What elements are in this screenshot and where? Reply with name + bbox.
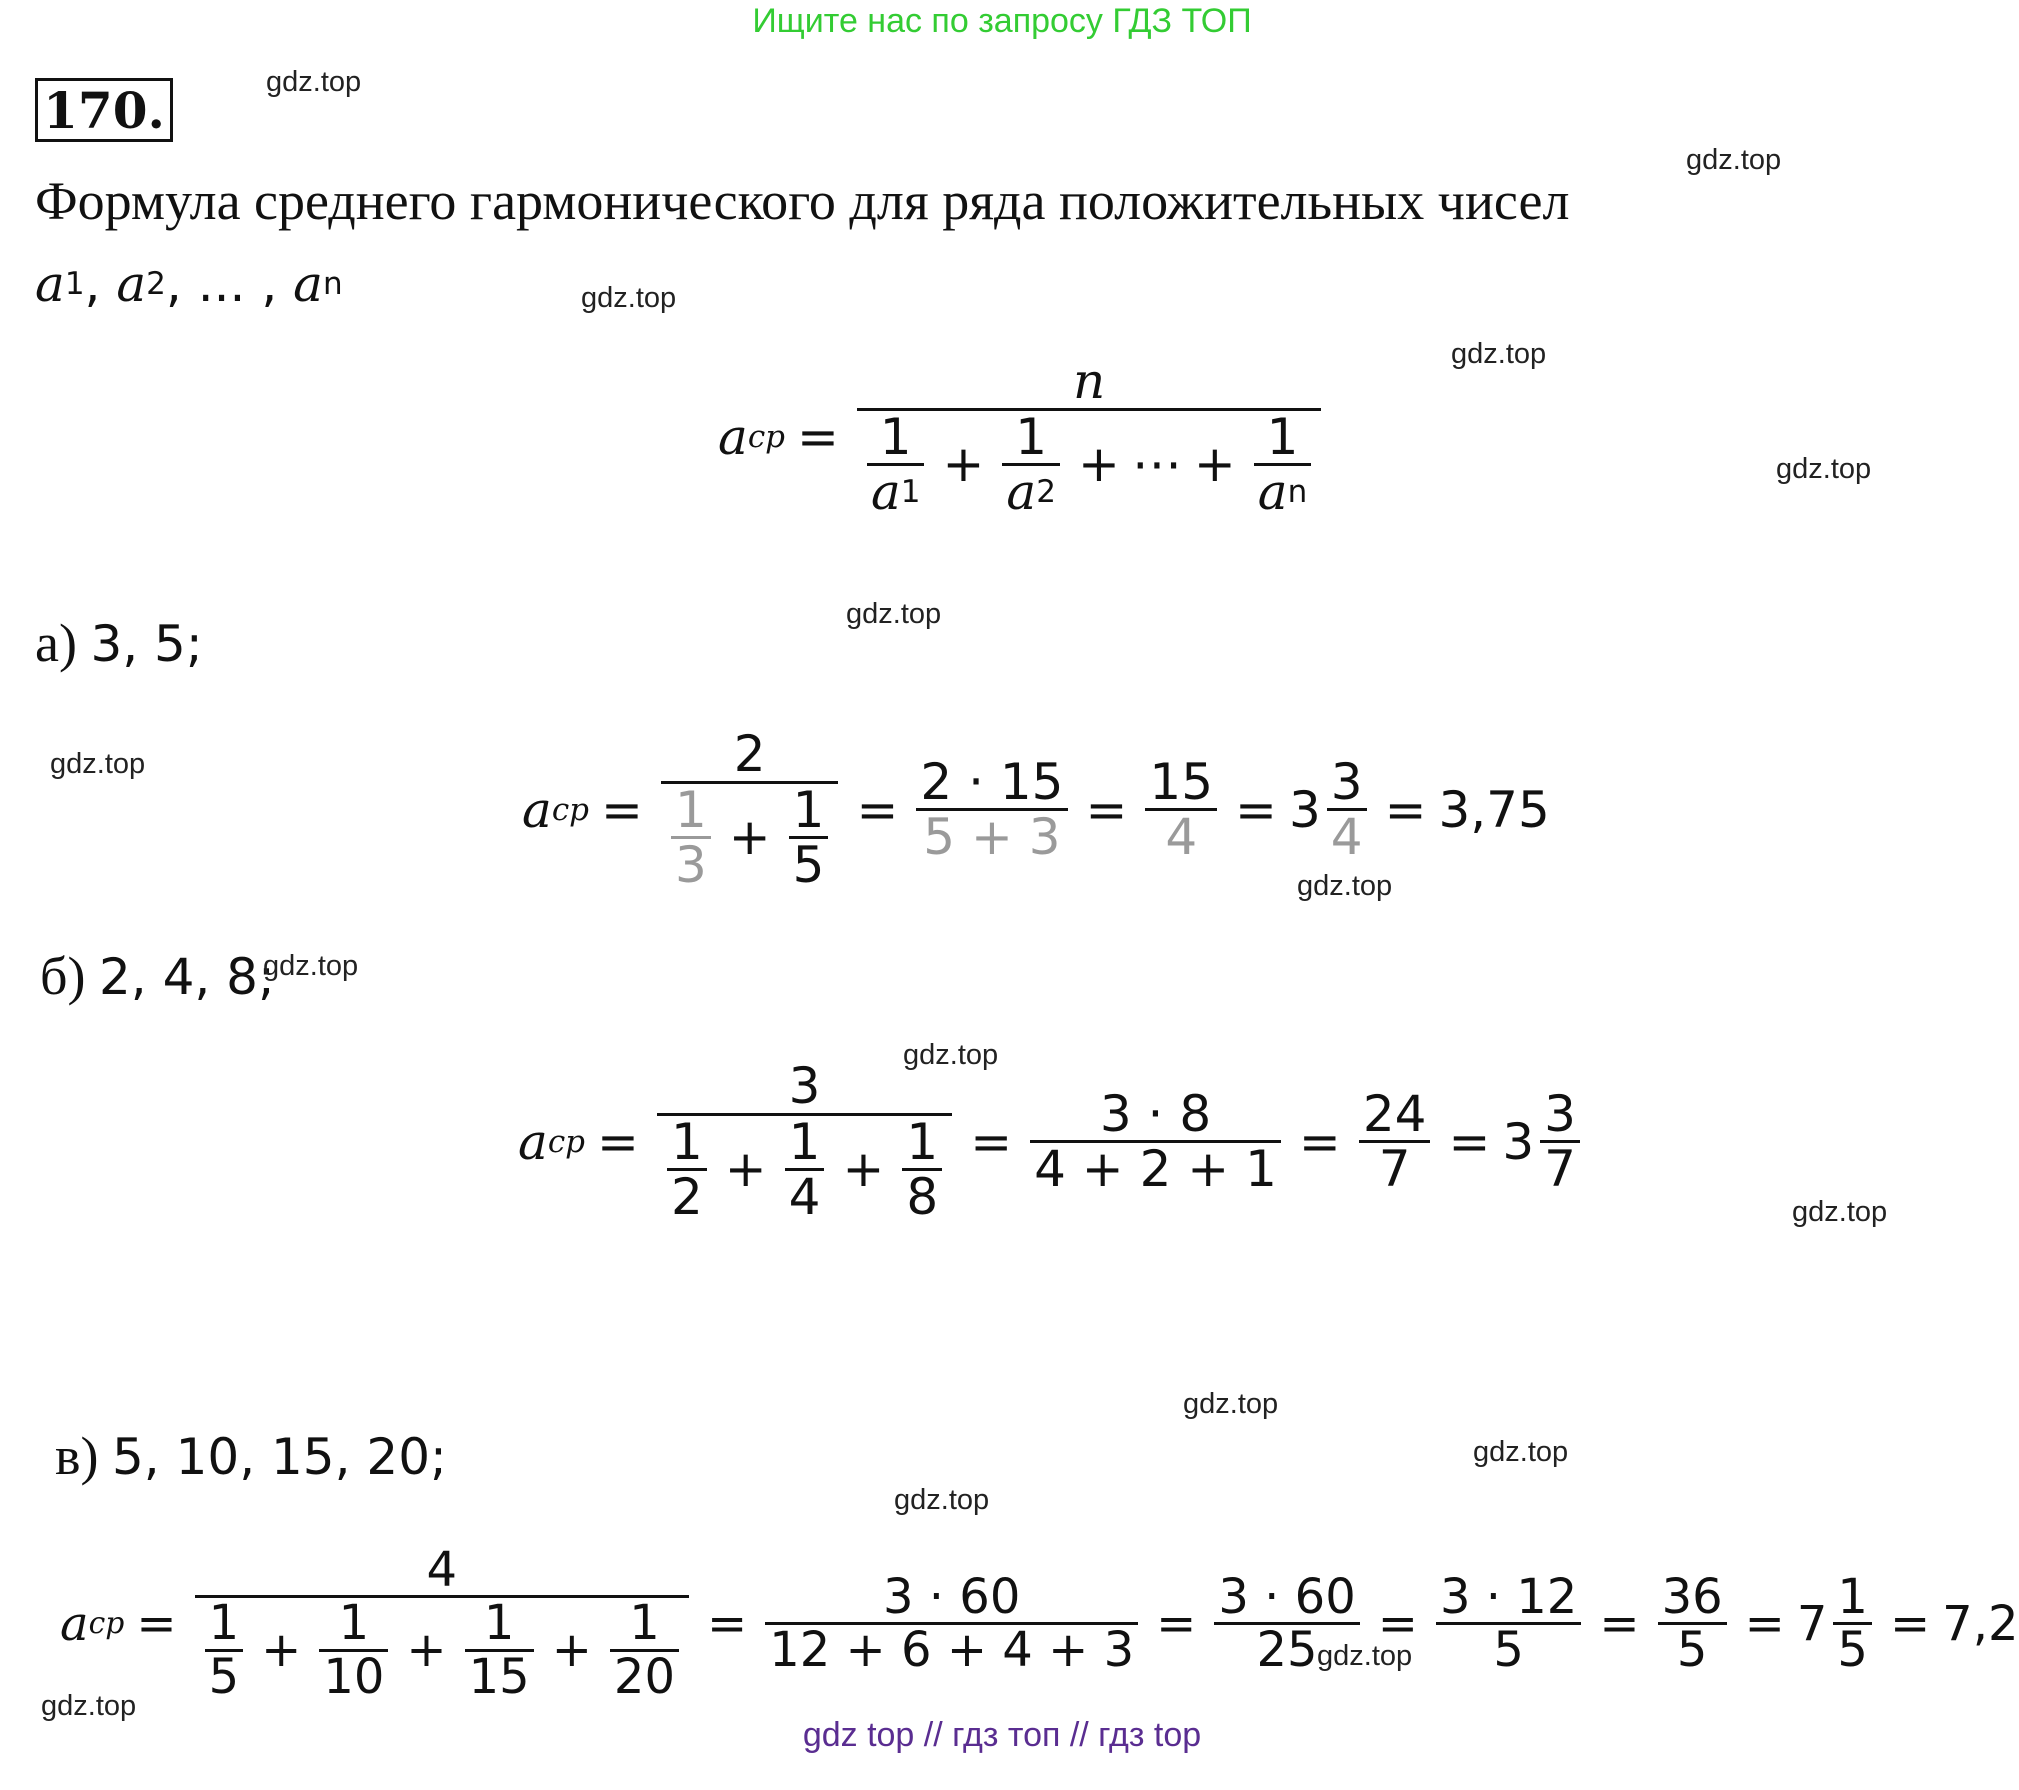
a-term-1-num: 1 <box>674 780 707 839</box>
a-eq-4: = <box>1235 780 1277 839</box>
watermark: gdz.top <box>903 1039 999 1071</box>
c-term-2 <box>319 1595 388 1705</box>
b-term-2-num: 1 <box>788 1112 821 1171</box>
b-f2-num: 3 · 8 <box>1099 1084 1212 1143</box>
main-numerator: n <box>1072 352 1106 410</box>
c-f4-den: 5 <box>1493 1622 1524 1679</box>
ellipsis: ⋯ <box>1131 435 1182 494</box>
seq-var-n: a <box>293 255 323 313</box>
b-f1-den <box>657 1112 952 1226</box>
part-a-equation <box>522 725 1550 894</box>
part-a-heading <box>35 612 203 674</box>
c-term-2-den: 10 <box>323 1648 385 1705</box>
c-lhs-var: a <box>60 1595 89 1652</box>
c-term-3 <box>465 1595 534 1705</box>
c-result: 7,2 <box>1942 1595 2019 1652</box>
a-f2-den: 5 + 3 <box>923 808 1061 867</box>
part-b-equation <box>518 1057 1586 1226</box>
a-f1-den <box>661 780 839 894</box>
watermark: gdz.top <box>1297 870 1393 902</box>
a-term-1-den: 3 <box>674 836 707 894</box>
b-term-2 <box>785 1112 825 1226</box>
lhs-var: a <box>718 407 748 466</box>
b-f1-num: 3 <box>788 1057 821 1115</box>
b-term-3-den: 8 <box>906 1168 939 1226</box>
c-term-1-num: 1 <box>208 1595 240 1652</box>
c-plus-2: + <box>406 1622 447 1679</box>
watermark: gdz.top <box>846 598 942 630</box>
b-term-1-num: 1 <box>670 1112 703 1171</box>
seq-comma-1: , <box>84 255 101 313</box>
b-term-1-den: 2 <box>670 1168 703 1226</box>
term-n-sub: n <box>1287 473 1308 510</box>
a-term-1 <box>671 780 711 894</box>
a-mixed-fraction <box>1327 752 1367 867</box>
c-fraction-1 <box>195 1542 689 1705</box>
c-eq-1: = <box>136 1595 177 1652</box>
b-eq-1: = <box>597 1112 639 1171</box>
c-plus-3: + <box>551 1622 592 1679</box>
c-fraction-4 <box>1436 1568 1581 1679</box>
c-lhs-sub: cp <box>88 1606 125 1642</box>
main-fraction <box>857 352 1321 521</box>
c-f2-den: 12 + 6 + 4 + 3 <box>769 1622 1135 1679</box>
watermark: gdz.top <box>1451 338 1547 370</box>
c-f5-den: 5 <box>1676 1622 1708 1679</box>
term-1 <box>867 407 925 521</box>
a-fraction-3 <box>1145 752 1217 867</box>
c-eq-7: = <box>1889 1595 1931 1652</box>
intro-text: Формула среднего гармонического для ряда положительных чисел <box>35 171 1570 231</box>
seq-dots: ... <box>197 255 246 313</box>
b-fraction-3 <box>1359 1084 1431 1199</box>
c-f3-num: 3 · 60 <box>1218 1568 1356 1625</box>
b-f3-den: 7 <box>1378 1140 1411 1199</box>
seq-comma-2: , <box>165 255 182 313</box>
a-mixed-whole: 3 <box>1288 780 1321 839</box>
footer-links: gdz top // гдз топ // гдз top <box>802 1716 1202 1754</box>
seq-sub-n: n <box>322 266 343 302</box>
a-eq-2: = <box>856 780 899 839</box>
lhs-sub: cp <box>747 418 786 455</box>
a-fraction-1 <box>661 725 839 894</box>
term-n-num: 1 <box>1266 407 1299 466</box>
c-f4-num: 3 · 12 <box>1439 1568 1578 1625</box>
c-plus-1: + <box>261 1622 302 1679</box>
b-lhs-var: a <box>518 1112 548 1171</box>
c-mixed-number <box>1796 1568 1878 1679</box>
b-mixed-number <box>1502 1084 1586 1199</box>
a-fraction-2 <box>916 752 1067 867</box>
c-f5-num: 36 <box>1661 1568 1723 1625</box>
watermark: gdz.top <box>263 950 359 982</box>
c-term-3-den: 15 <box>468 1648 530 1705</box>
term-2-num: 1 <box>1015 407 1048 466</box>
b-eq-3: = <box>1298 1112 1341 1171</box>
c-term-3-num: 1 <box>483 1595 515 1652</box>
term-n-var: a <box>1257 463 1288 521</box>
a-f3-num: 15 <box>1149 752 1214 811</box>
c-term-1-den: 5 <box>208 1648 240 1705</box>
plus-3: + <box>1193 435 1236 494</box>
watermark: gdz.top <box>1686 144 1782 176</box>
watermark: gdz.top <box>1183 1388 1279 1420</box>
a-f1-num: 2 <box>733 725 766 783</box>
c-mixed-den: 5 <box>1837 1622 1868 1679</box>
part-c-equation <box>60 1542 2019 1705</box>
plus-1: + <box>942 435 985 494</box>
a-eq-3: = <box>1085 780 1128 839</box>
b-eq-2: = <box>970 1112 1013 1171</box>
part-a-values: 3, 5; <box>90 615 203 673</box>
a-mixed-den: 4 <box>1330 808 1363 867</box>
part-c-label: в) <box>55 1426 99 1486</box>
b-lhs-sub: cp <box>547 1123 586 1160</box>
equals-sign: = <box>797 407 839 466</box>
seq-sub-1: 1 <box>64 266 85 302</box>
watermark: gdz.top <box>50 748 146 780</box>
term-2-sub: 2 <box>1036 473 1056 510</box>
b-term-2-den: 4 <box>788 1168 821 1226</box>
watermark: gdz.top <box>1317 1640 1413 1672</box>
seq-comma-3: , <box>261 255 278 313</box>
a-eq-5: = <box>1384 780 1427 839</box>
c-mixed-whole: 7 <box>1796 1595 1828 1652</box>
b-term-3-num: 1 <box>906 1112 939 1171</box>
harmonic-mean-formula <box>718 352 1327 521</box>
b-mixed-num: 3 <box>1544 1084 1576 1143</box>
watermark: gdz.top <box>894 1484 990 1516</box>
c-eq-5: = <box>1599 1595 1640 1652</box>
c-fraction-2 <box>765 1568 1138 1679</box>
watermark: gdz.top <box>1792 1196 1888 1228</box>
a-lhs-sub: cp <box>551 791 590 828</box>
watermark: gdz.top <box>1473 1436 1569 1468</box>
seq-var-2: a <box>116 255 147 313</box>
part-c-values: 5, 10, 15, 20; <box>111 1428 447 1486</box>
c-eq-3: = <box>1156 1595 1197 1652</box>
part-a-label: а) <box>35 613 77 673</box>
b-fraction-1 <box>657 1057 952 1226</box>
c-f3-den: 25 <box>1256 1622 1318 1679</box>
part-b-label: б) <box>40 946 86 1006</box>
watermark: gdz.top <box>1776 453 1872 485</box>
sequence-expression <box>35 255 343 313</box>
term-2-den <box>1002 463 1060 521</box>
watermark: gdz.top <box>581 282 677 314</box>
part-b-values: 2, 4, 8; <box>98 948 275 1006</box>
a-mixed-number <box>1288 752 1373 867</box>
b-mixed-fraction <box>1540 1084 1580 1199</box>
term-1-num: 1 <box>879 407 912 466</box>
b-plus-1: + <box>724 1140 767 1199</box>
a-result: 3,75 <box>1438 780 1550 839</box>
a-mixed-num: 3 <box>1330 752 1363 811</box>
c-f1-den <box>195 1595 689 1705</box>
term-n <box>1254 407 1311 521</box>
c-term-1 <box>205 1595 244 1705</box>
b-mixed-den: 7 <box>1544 1140 1576 1199</box>
term-1-var: a <box>870 463 901 521</box>
plus-2: + <box>1077 435 1120 494</box>
a-f3-den: 4 <box>1165 808 1198 867</box>
c-term-2-num: 1 <box>338 1595 370 1652</box>
search-banner: Ищите нас по запросу ГДЗ ТОП <box>752 2 1252 40</box>
c-eq-4: = <box>1377 1595 1418 1652</box>
a-lhs-var: a <box>522 780 552 839</box>
watermark: gdz.top <box>266 66 362 98</box>
b-mixed-whole: 3 <box>1502 1112 1535 1171</box>
term-2 <box>1002 407 1060 521</box>
a-term-2-num: 1 <box>792 780 825 839</box>
b-plus-2: + <box>842 1140 885 1199</box>
b-term-1 <box>667 1112 707 1226</box>
b-term-3 <box>902 1112 942 1226</box>
a-f2-num: 2 · 15 <box>920 752 1064 811</box>
c-term-4-num: 1 <box>629 1595 660 1652</box>
b-fraction-2 <box>1030 1084 1281 1199</box>
c-mixed-fraction <box>1833 1568 1872 1679</box>
problem-number: 170. <box>35 78 173 142</box>
b-eq-4: = <box>1448 1112 1491 1171</box>
c-f1-num: 4 <box>426 1542 458 1598</box>
term-2-var: a <box>1006 463 1037 521</box>
seq-sub-2: 2 <box>146 266 166 302</box>
c-eq-2: = <box>707 1595 748 1652</box>
c-fraction-5 <box>1658 1568 1727 1679</box>
a-term-2 <box>789 780 829 894</box>
part-c-heading <box>55 1425 447 1487</box>
b-f3-num: 24 <box>1362 1084 1427 1143</box>
c-term-4 <box>610 1595 679 1705</box>
c-eq-6: = <box>1744 1595 1785 1652</box>
main-denominator <box>857 407 1321 521</box>
c-term-4-den: 20 <box>613 1648 675 1705</box>
c-f2-num: 3 · 60 <box>882 1568 1021 1625</box>
c-mixed-num: 1 <box>1837 1568 1868 1625</box>
term-n-den <box>1254 463 1311 521</box>
seq-var-1: a <box>35 255 65 313</box>
a-term-2-den: 5 <box>792 836 825 894</box>
a-plus: + <box>728 808 771 867</box>
a-eq-1: = <box>601 780 643 839</box>
term-1-den <box>867 463 925 521</box>
term-1-sub: 1 <box>900 473 921 510</box>
watermark: gdz.top <box>41 1690 137 1722</box>
part-b-heading <box>40 945 275 1007</box>
b-f2-den: 4 + 2 + 1 <box>1034 1140 1277 1199</box>
